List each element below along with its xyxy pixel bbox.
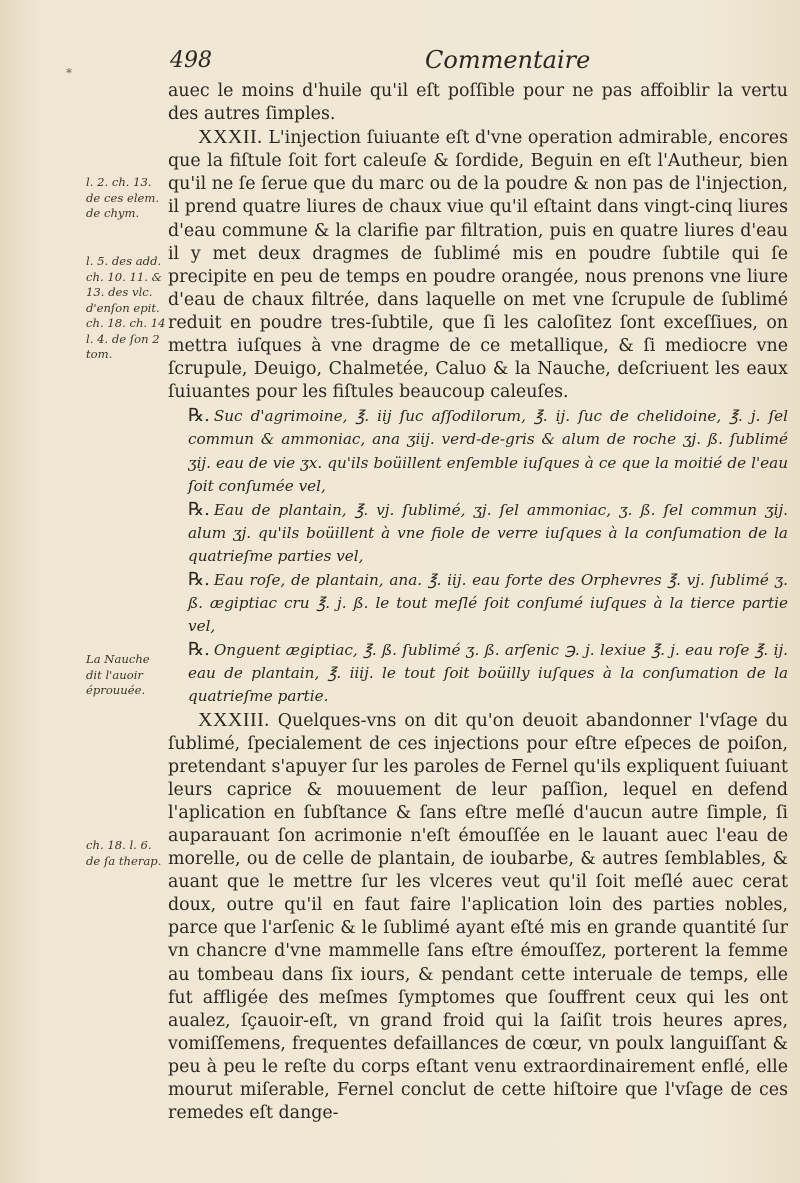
- section-number: XXXIII.: [198, 708, 270, 731]
- recipe-text: Eau de plantain, ℥. vj. ſublimé, ʒj. ſel ammoniac, ʒ. ß. ſel commun ʒij. alum ʒj. qu'ils boüillent à vne fiole de verre iuſques à la conſumation de la quatrieſme parties vel,: [188, 500, 788, 565]
- recipe-text: Eau roſe, de plantain, ana. ℥. iij. eau forte des Orphevres ℥. vj. ſublimé ʒ. ß. ægiptiac cru ℥. j. ß. le tout meſlé ſoit conſumé iuſques à la tierce partie vel,: [188, 570, 788, 636]
- recipe: [168, 404, 788, 497]
- margin-note: ch. 18. l. 6. de ſa therap.: [86, 838, 162, 868]
- paragraph-32: [168, 126, 788, 404]
- page-number: 498: [170, 48, 212, 73]
- margin-note: l. 5. des add. ch. 10. 11. & 13. des vlc. d'enſon epit. ch. 18. ch. 14 l. 4. de ſon 2 tom.: [86, 254, 166, 361]
- recipe: [168, 498, 788, 568]
- recipe-icon: ℞.: [188, 568, 210, 590]
- recipe: [168, 638, 788, 708]
- recipe-icon: ℞.: [188, 498, 210, 520]
- section-number: XXXII.: [198, 126, 263, 149]
- page-header: [0, 44, 800, 84]
- recipe-icon: ℞.: [188, 639, 210, 661]
- paragraph-text: L'injection ſuiuante eſt d'vne operation admirable, encores que la fiſtule ſoit fort caleuſe & ſordide, Beguin en eſt l'Autheur, bien qu'il ne ſe ſerue que du marc ou de la poudre & non pas de l'injection, il prend quatre liures de chaux viue qu'il eſtaint dans vingt-cinq liures d'eau commune & la clarifie par filtration, puis en quatre liures d'eau il y met deux dragmes de ſublimé mis en poudre ſubtile qui ſe precipite en peu de temps en poudre orangée, nous prenons vne liure d'eau de chaux filtrée, dans laquelle on met vne ſcrupule de ſublimé reduit en poudre tres-ſubtile, que ſi les caloſitez ſont exceſſiues, on mettra iuſques à vne dragme de ce metallique, & ſi mediocre vne ſcrupule, Deuigo, Chalmetée, Caluo & la Nauche, deſcriuent les eaux ſuiuantes pour les fiſtules beaucoup caleuſes.: [168, 128, 789, 403]
- margin-note: La Nauche dit l'auoir éprouuée.: [86, 652, 150, 697]
- paragraph: auec le moins d'huile qu'il eſt poſſible pour ne pas affoiblir la vertu des autres ſimples.: [168, 81, 788, 125]
- paragraph-33: [168, 709, 788, 1126]
- paragraph-text: Quelques-vns on dit qu'on deuoit abandonner l'vſage du ſublimé, ſpecialement de ces injections pour eſtre eſpeces de poiſon, pretendant s'apuyer ſur les paroles de Fernel qu'ils expliquent ſuiuant leurs caprice & mouuement de leur paſſion, lequel en defend l'aplication en ſubſtance & ſans eſtre meſlé d'aucun autre ſimple, ſi auparauant ſon acrimonie n'eſt émouſſée en le lauant auec l'eau de morelle, ou de celle de plantain, de ioubarbe, & autres ſemblables, & auant que le mettre ſur les vlceres veut qu'il ſoit meſlé auec cerat doux, outre qu'il en faut faire l'aplication loin des parties nobles, parce que l'arſenic & le ſublimé ayant eſté mis en grande quantité ſur vn chancre d'vne mammelle ſans eſtre émouſſez, porterent la femme au tombeau dans ſix iours, & pendant cette interuale de temps, elle fut affligée des meſmes ſymptomes que ſouffrent ceux qui les ont aualez, ſçauoir-eſt, vn grand froid qui la ſaiſit trois heures apres, vomiſſemens, frequentes defaillances de cœur, vn poulx languiſſant & peu à peu le reſte du corps eſtant venu extraordinairement enflé, elle mourut miſerable, Fernel conclut de cette hiſtoire que l'vſage de ces remedes eſt dange-: [168, 710, 788, 1124]
- recipe: [168, 568, 788, 638]
- recipe-text: Onguent ægiptiac, ℥. ß. ſublimé ʒ. ß. arſenic ℈. j. lexiue ℥. j. eau roſe ℥. ij. eau de plantain, ℥. iiij. le tout ſoit boüilly iuſques à la conſumation de la quatrieſme partie.: [188, 641, 788, 706]
- margin-note: l. 2. ch. 13. de ces elem. de chym.: [86, 175, 160, 220]
- page-mark: *: [66, 66, 72, 80]
- recipe-text: Suc d'agrimoine, ℥. iij ſuc aſſodilorum, ℥. ij. ſuc de chelidoine, ℥. j. ſel commun & ammoniac, ana ʒiij. verd-de-gris & alum de roche ʒj. ß. ſublimé ʒij. eau de vie ʒx. qu'ils boüillent enſemble iuſques à ce que la moitié de l'eau ſoit conſumée vel,: [188, 407, 788, 495]
- recipe-icon: ℞.: [188, 405, 210, 427]
- running-head: Commentaire: [425, 46, 591, 74]
- body-text: [168, 80, 788, 1125]
